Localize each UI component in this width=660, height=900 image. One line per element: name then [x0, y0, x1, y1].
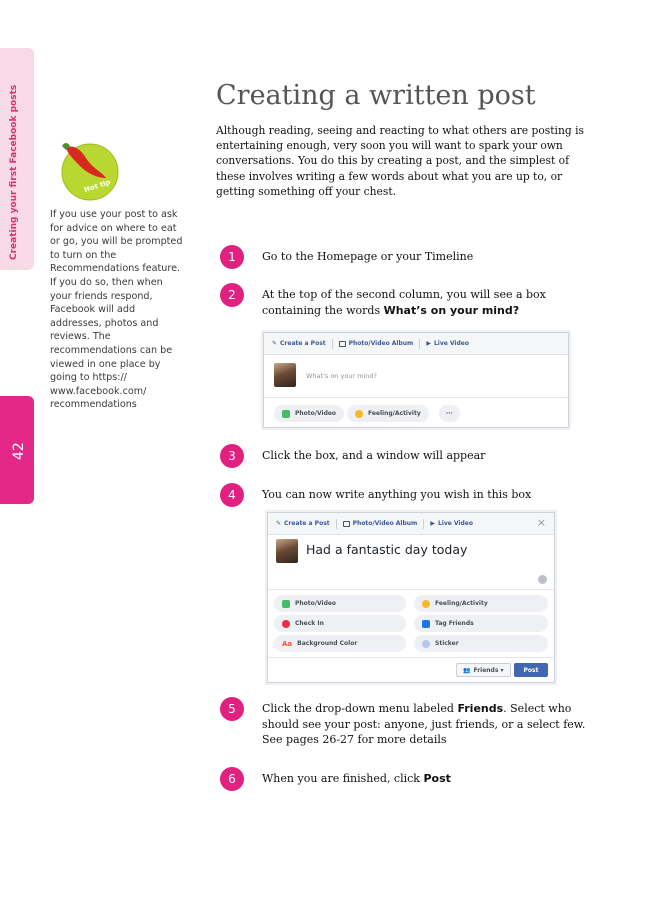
- check-in-option[interactable]: Check In: [274, 615, 406, 632]
- post-button[interactable]: Post: [514, 663, 548, 677]
- step-text: Click the box, and a window will appear: [262, 449, 486, 462]
- step-text-plain: At the top of the second column, you will see a box containing the words: [262, 288, 546, 317]
- tab-live-video[interactable]: ▶ Live Video: [426, 340, 469, 347]
- tag-friends-icon: [422, 620, 430, 628]
- step-text-plain: Click the drop-down menu labeled: [262, 702, 458, 715]
- divider: [423, 519, 424, 529]
- tag-friends-option[interactable]: Tag Friends: [414, 615, 548, 632]
- tab-photo-album[interactable]: Photo/Video Album: [339, 340, 414, 347]
- section-label: Creating your first Facebook posts: [9, 84, 19, 260]
- divider: [264, 397, 568, 398]
- close-icon[interactable]: ×: [536, 516, 546, 529]
- sticker-icon: [422, 640, 430, 648]
- hot-tip-text: If you use your post to ask for advice on where to eat or go, you will be prompted to turn on the Recommendations feature. If you do so, then when your friends respond, Facebook will add addresses, photos and reviews. The recommendations can be viewed in one place by going to https:// www.facebook.com/ recommendations: [50, 209, 183, 411]
- feeling-activity-option[interactable]: Feeling/Activity: [414, 595, 548, 612]
- hot-tip-chili-icon: [52, 134, 122, 204]
- step-text: [262, 701, 600, 748]
- avatar: [276, 539, 298, 563]
- step-number-badge: 2: [220, 283, 244, 307]
- background-color-option[interactable]: Aa Background Color: [274, 635, 406, 652]
- post-text-input[interactable]: Had a fantastic day today: [306, 542, 468, 557]
- feeling-activity-button[interactable]: Feeling/Activity: [347, 405, 429, 422]
- tab-create-post[interactable]: ✎ Create a Post: [276, 520, 330, 527]
- step-text: Go to the Homepage or your Timeline: [262, 250, 474, 263]
- photo-icon: [282, 410, 290, 418]
- step-text: [262, 287, 600, 318]
- step-text-plain: When you are finished, click: [262, 772, 424, 785]
- hot-tip-label: Hot tip: [83, 178, 112, 195]
- photo-video-button[interactable]: Photo/Video: [274, 405, 344, 422]
- section-tab: [0, 48, 34, 270]
- step-number-badge: 3: [220, 444, 244, 468]
- friends-dropdown[interactable]: 👥 Friends ▾: [456, 663, 511, 677]
- step-text-bold: What’s on your mind?: [383, 303, 520, 317]
- smiley-icon: [422, 600, 430, 608]
- divider: [336, 519, 337, 529]
- step-number-badge: 1: [220, 245, 244, 269]
- friends-icon: 👥: [463, 666, 471, 674]
- page-number-tab: [0, 396, 34, 504]
- emoji-icon[interactable]: [538, 575, 547, 584]
- step-number-badge: 4: [220, 483, 244, 507]
- divider: [268, 589, 554, 590]
- step-text: You can now write anything you wish in this box: [262, 488, 532, 501]
- video-camera-icon: ▶: [426, 340, 431, 347]
- pencil-icon: ✎: [272, 340, 278, 347]
- divider: [419, 339, 420, 349]
- tab-photo-album[interactable]: Photo/Video Album: [343, 520, 418, 527]
- step-text: [262, 771, 600, 787]
- pencil-icon: ✎: [276, 520, 282, 527]
- photo-video-option[interactable]: Photo/Video: [274, 595, 406, 612]
- step-text-bold: Post: [423, 772, 451, 785]
- more-options-button[interactable]: ···: [439, 405, 460, 422]
- text-color-icon: Aa: [282, 639, 293, 648]
- divider: [332, 339, 333, 349]
- step-text-bold: Friends: [457, 702, 504, 715]
- step-number-badge: 5: [220, 697, 244, 721]
- step-text-plain: . Select who should see your post: anyone, just friends, or a select few. See pages 26-27 for more details: [262, 702, 586, 746]
- album-icon: [339, 341, 346, 347]
- composer-tabs: [268, 513, 554, 535]
- smiley-icon: [355, 410, 363, 418]
- step-number-badge: 6: [220, 767, 244, 791]
- video-camera-icon: ▶: [430, 520, 435, 527]
- intro-paragraph: Although reading, seeing and reacting to what others are posting is entertaining enough, very soon you will want to spark your own conversations. You do this by creating a post, and the simplest of these involves writing a few words about what you are up to, or getting something off your chest.: [216, 124, 584, 198]
- album-icon: [343, 521, 350, 527]
- divider: [268, 657, 554, 658]
- page-title: Creating a written post: [216, 80, 536, 111]
- tab-create-post[interactable]: ✎ Create a Post: [272, 340, 326, 347]
- page-number: 42: [11, 442, 27, 460]
- composer-tabs: [264, 333, 568, 355]
- composer-screenshot-large: [267, 512, 555, 683]
- tab-live-video[interactable]: ▶ Live Video: [430, 520, 473, 527]
- composer-screenshot-small: [263, 332, 569, 428]
- whats-on-your-mind-input[interactable]: What's on your mind?: [306, 372, 377, 380]
- photo-icon: [282, 600, 290, 608]
- avatar: [274, 363, 296, 387]
- location-pin-icon: [282, 620, 290, 628]
- sticker-option[interactable]: Sticker: [414, 635, 548, 652]
